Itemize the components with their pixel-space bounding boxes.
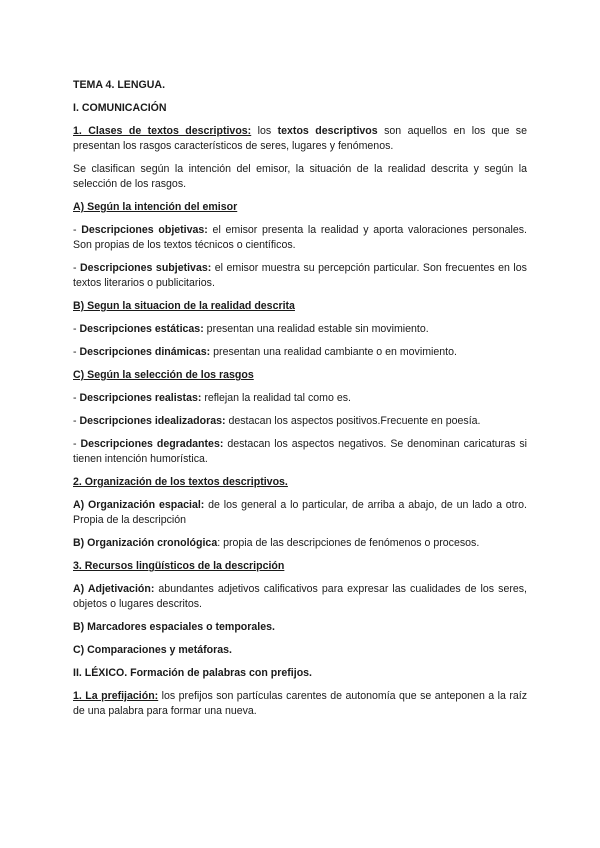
doc-title: TEMA 4. LENGUA. [73, 79, 166, 91]
subheading-b: B) Segun la situacion de la realidad descrita [73, 300, 295, 312]
item-idealizadoras: - Descripciones idealizadoras: destacan los aspectos positivos.Frecuente en poesía. [73, 415, 481, 427]
paragraph-clasifican: Se clasifican según la intención del emisor, la situación de la realidad descrita y según la selección de los rasgos. [73, 163, 527, 190]
paragraph-prefijacion: 1. La prefijación: los prefijos son partículas carentes de autonomía que se anteponen a la raíz de una palabra para formar una nueva. [73, 690, 527, 717]
subheading-a: A) Según la intención del emisor [73, 201, 238, 213]
item-dinamicas: - Descripciones dinámicas: presentan una realidad cambiante o en movimiento. [73, 346, 457, 358]
subheading-c: C) Según la selección de los rasgos [73, 369, 254, 381]
section-lexico: II. LÉXICO. Formación de palabras con prefijos. [73, 667, 313, 679]
item-org-cronologica: B) Organización cronológica: propia de las descripciones de fenómenos o procesos. [73, 537, 480, 549]
bold-textos: textos descriptivos [277, 125, 378, 137]
item-realistas: - Descripciones realistas: reflejan la realidad tal como es. [73, 392, 351, 404]
section-comunicacion: I. COMUNICACIÓN [73, 102, 167, 114]
item-objetivas: - Descripciones objetivas: el emisor presenta la realidad y aporta valoraciones personales. Son propias de los textos técnicos o científicos. [73, 224, 527, 251]
item-comparaciones: C) Comparaciones y metáforas. [73, 644, 232, 656]
item-subjetivas: - Descripciones subjetivas: el emisor muestra su percepción particular. Son frecuentes en los textos literarios o publicitarios. [73, 262, 527, 289]
item-marcadores: B) Marcadores espaciales o temporales. [73, 621, 275, 633]
item-degradantes: - Descripciones degradantes: destacan los aspectos negativos. Se denominan caricaturas si tienen intención humorística. [73, 438, 527, 465]
item-adjetivacion: A) Adjetivación: abundantes adjetivos calificativos para expresar las cualidades de los seres, objetos o lugares descritos. [73, 583, 527, 610]
heading-clases: 1. Clases de textos descriptivos: [73, 125, 252, 137]
paragraph-clases: 1. Clases de textos descriptivos: los textos descriptivos son aquellos en los que se presentan los rasgos característicos de seres, lugares y fenómenos. [73, 125, 527, 152]
document-body [73, 78, 527, 719]
item-org-espacial: A) Organización espacial: de los general a lo particular, de arriba a abajo, de un lado a otro. Propia de la descripción [73, 499, 528, 526]
heading-organizacion: 2. Organización de los textos descriptivos. [73, 476, 288, 488]
item-estaticas: - Descripciones estáticas: presentan una realidad estable sin movimiento. [73, 323, 429, 335]
heading-recursos: 3. Recursos lingüísticos de la descripción [73, 560, 285, 572]
